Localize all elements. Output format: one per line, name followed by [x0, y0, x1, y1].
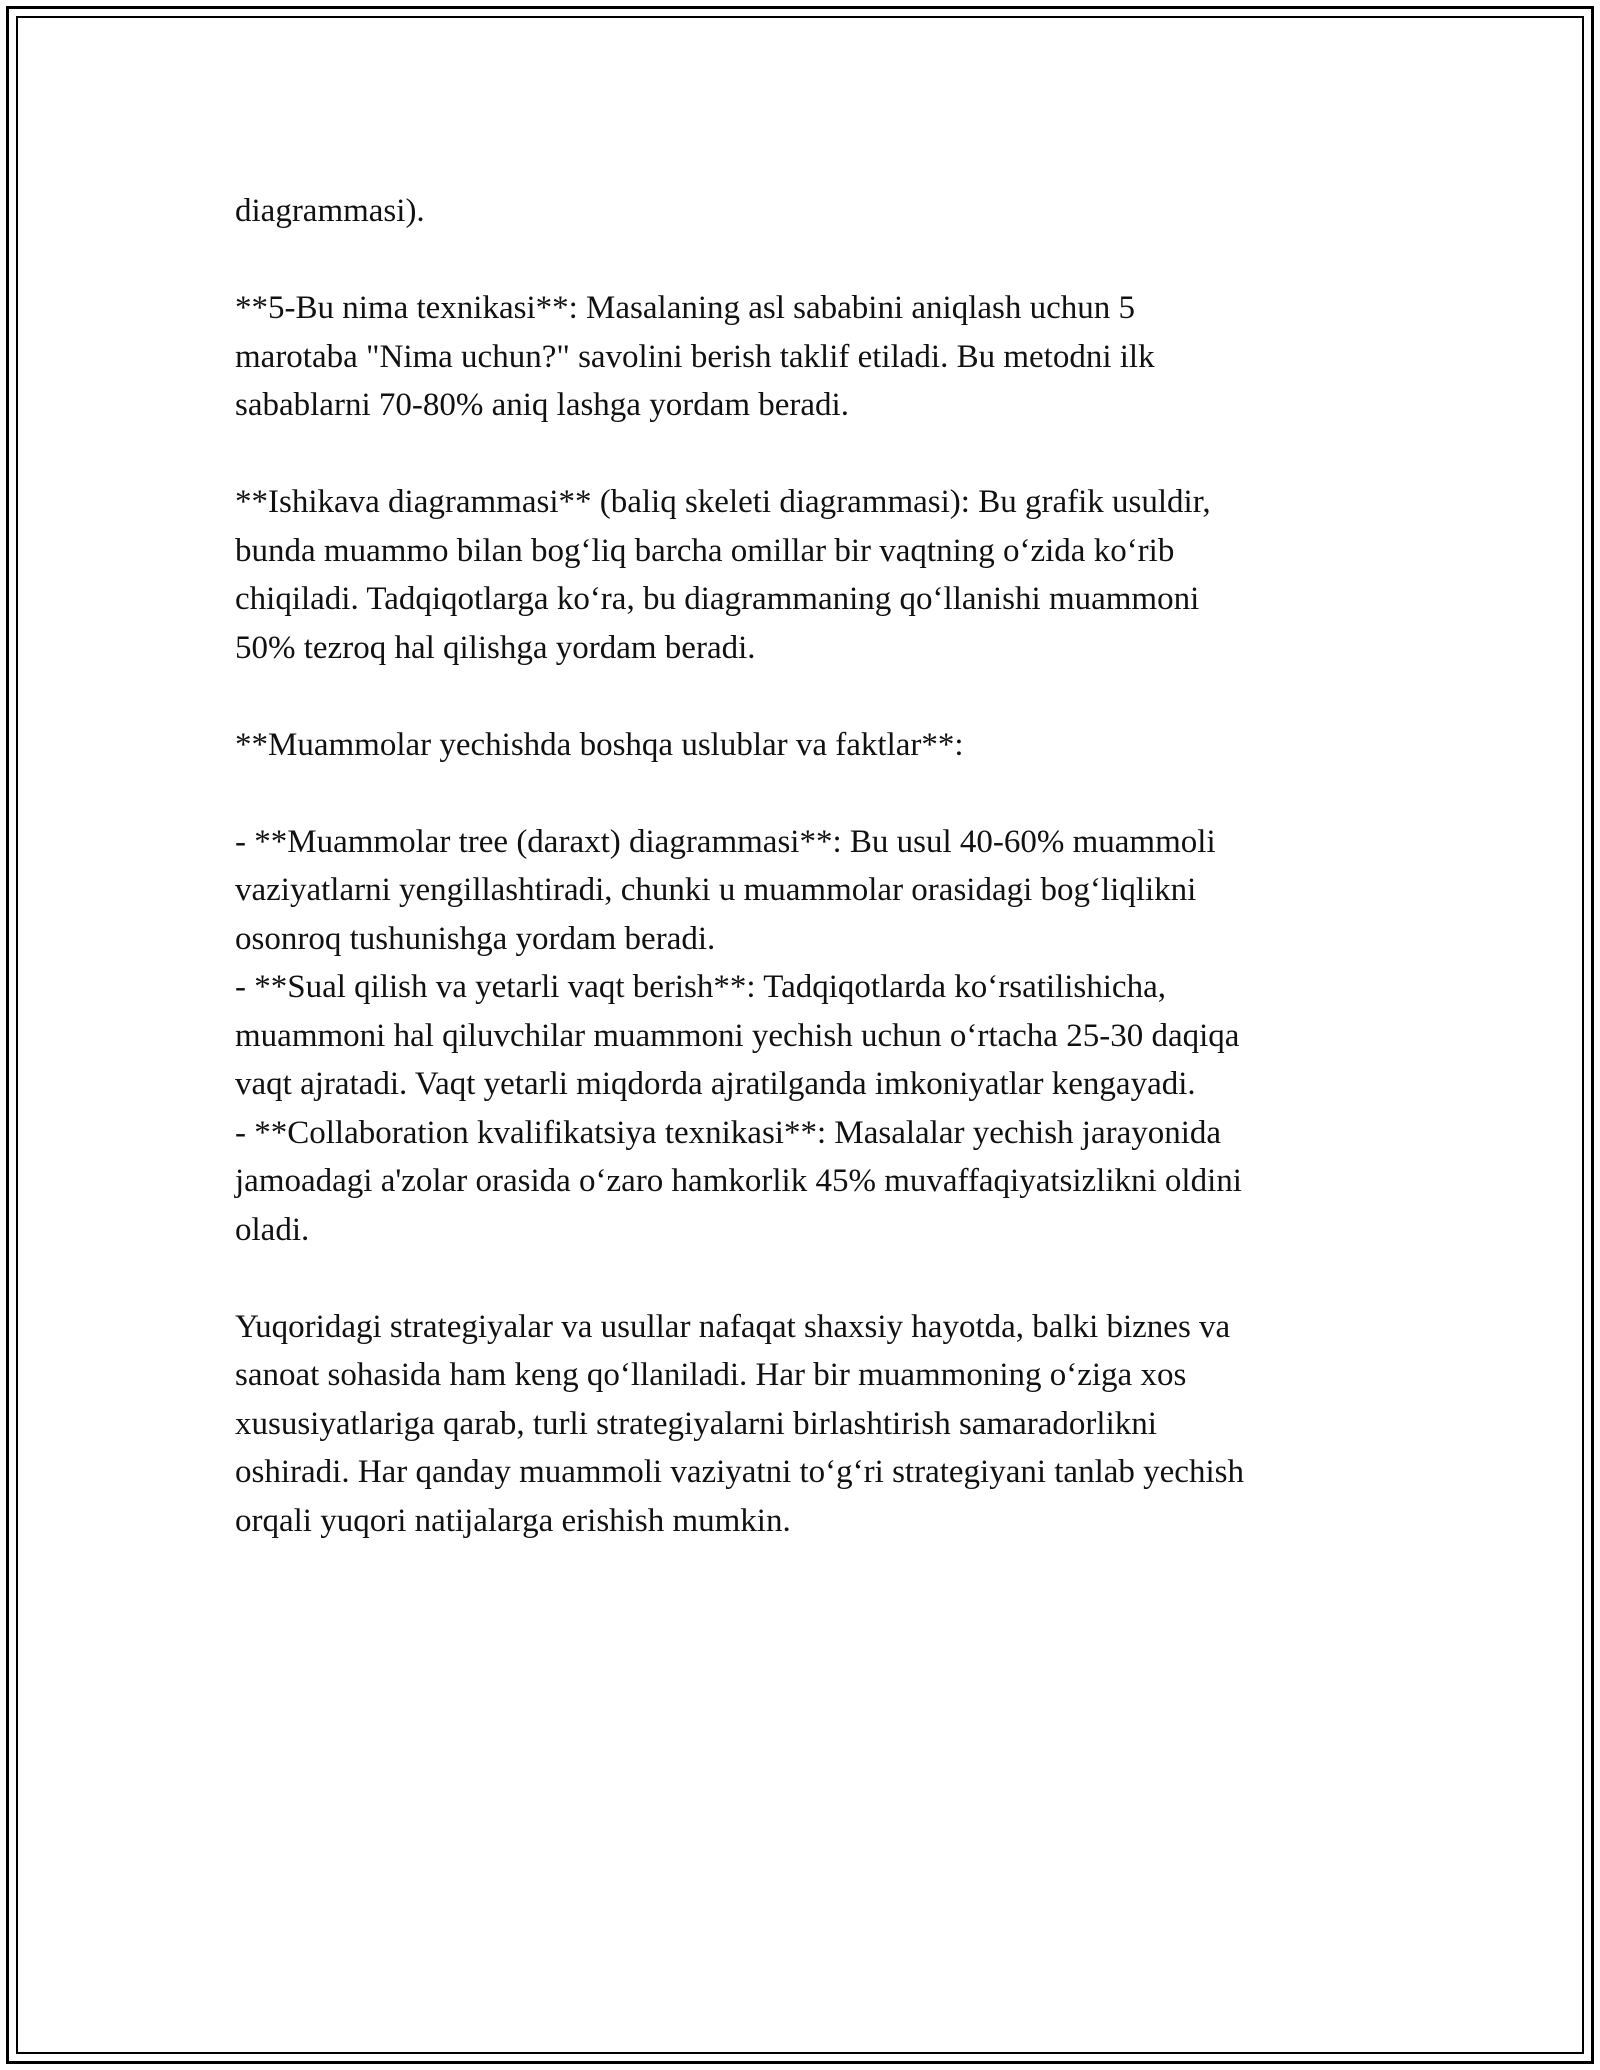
text-line: diagrammasi). [235, 193, 425, 229]
paragraph-5-why [235, 284, 1385, 430]
text-line: orqali yuqori natijalarga erishish mumkin. [235, 1502, 791, 1539]
text-line: osonroq tushunishga yordam beradi. [235, 920, 716, 957]
paragraph-ishikawa [235, 478, 1385, 672]
text-line: xususiyatlariga qarab, turli strategiyalarni birlashtirish samaradorlikni [235, 1405, 1157, 1442]
paragraph-gap [235, 236, 1385, 285]
text-line: jamoadagi a'zolar orasida o‘zaro hamkorlik 45% muvaffaqiyatsizlikni oldini [235, 1163, 1242, 1199]
text-line: chiqiladi. Tadqiqotlarga ko‘ra, bu diagrammaning qo‘llanishi muammoni [235, 581, 1200, 617]
paragraph-conclusion [235, 1303, 1385, 1546]
paragraph-gap [235, 769, 1385, 818]
text-line: - **Muammolar tree (daraxt) diagrammasi**: Bu usul 40-60% muammoli [235, 823, 1216, 860]
paragraph-gap [235, 1254, 1385, 1303]
paragraph-continuation [235, 187, 1385, 236]
document-body [235, 187, 1385, 1545]
text-line: **5-Bu nima texnikasi**: Masalaning asl sababini aniqlash uchun 5 [235, 290, 1136, 326]
text-line: Yuqoridagi strategiyalar va usullar nafaqat shaxsiy hayotda, balki biznes va [235, 1308, 1231, 1345]
text-line: muammoni hal qiluvchilar muammoni yechish uchun o‘rtacha 25-30 daqiqa [235, 1017, 1240, 1054]
bullet-list [235, 818, 1385, 1255]
text-line: 50% tezroq hal qilishga yordam beradi. [235, 629, 756, 666]
text-line: sanoat sohasida ham keng qo‘llaniladi. Har bir muammoning o‘ziga xos [235, 1357, 1187, 1393]
paragraph-gap [235, 672, 1385, 721]
text-line: oshiradi. Har qanday muammoli vaziyatni to‘g‘ri strategiyani tanlab yechish [235, 1454, 1244, 1490]
text-line: vaqt ajratadi. Vaqt yetarli miqdorda ajratilganda imkoniyatlar kengayadi. [235, 1066, 1196, 1102]
text-line: bunda muammo bilan bog‘liq barcha omillar bir vaqtning o‘zida ko‘rib [235, 532, 1175, 569]
text-line: **Muammolar yechishda boshqa uslublar va faktlar**: [235, 726, 964, 763]
text-line: marotaba "Nima uchun?" savolini berish taklif etiladi. Bu metodni ilk [235, 338, 1155, 375]
text-line: sabablarni 70-80% aniq lashga yordam beradi. [235, 387, 849, 423]
text-line: vaziyatlarni yengillashtiradi, chunki u muammolar orasidagi bog‘liqlikni [235, 872, 1197, 908]
text-line: - **Collaboration kvalifikatsiya texnikasi**: Masalalar yechish jarayonida [235, 1114, 1222, 1151]
section-heading [235, 721, 1385, 770]
paragraph-gap [235, 430, 1385, 479]
text-line: oladi. [235, 1211, 310, 1248]
text-line: **Ishikava diagrammasi** (baliq skeleti diagrammasi): Bu grafik usuldir, [235, 484, 1211, 520]
text-line: - **Sual qilish va yetarli vaqt berish**: Tadqiqotlarda ko‘rsatilishicha, [235, 969, 1166, 1005]
